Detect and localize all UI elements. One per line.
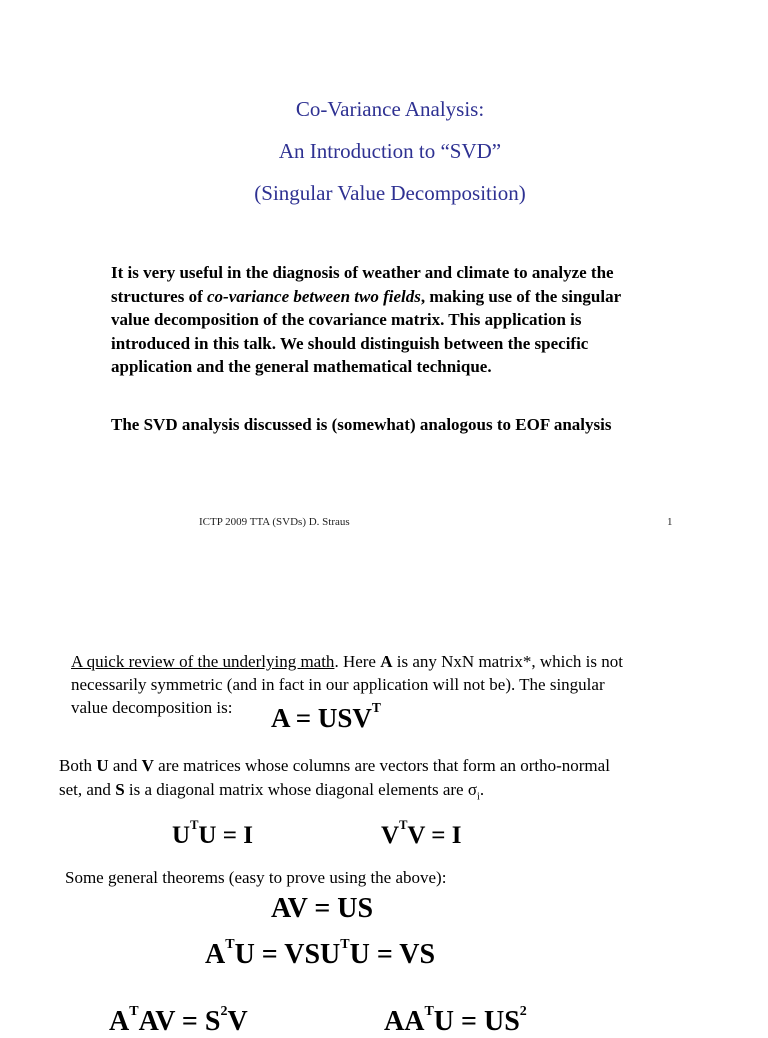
atu-end: U = VS	[349, 939, 436, 970]
review-text-b: is any NxN matrix*, which is not	[392, 652, 623, 671]
svd-eq-main: A = USV	[271, 703, 372, 733]
both-text-2: and	[108, 756, 142, 775]
review-matrix-a: A	[380, 652, 393, 671]
svd-equation	[271, 700, 381, 734]
aat-a: AA	[384, 1006, 425, 1037]
review-line-1	[71, 650, 623, 673]
utu-transpose: T	[190, 818, 199, 833]
footer-credit: ICTP 2009 TTA (SVDs) D. Straus	[199, 516, 350, 528]
aat-transpose: T	[424, 1003, 434, 1019]
utu-equation	[172, 818, 253, 850]
theorems-intro: Some general theorems (easy to prove using the above):	[65, 868, 447, 887]
review-line-2: necessarily symmetric (and in fact in our application will not be). The singular	[71, 675, 605, 694]
atu-equation	[205, 936, 436, 971]
intro-text-2: , making use of the singular value decomposition of the covariance matrix. This application is introduced in this talk. We should distinguish between the specific application and the general mathematical technique.	[111, 286, 621, 376]
intro-paragraph	[111, 261, 656, 379]
footer-page-number: 1	[667, 516, 673, 528]
sigma-subscript: i	[477, 791, 480, 803]
both-end: .	[479, 780, 485, 799]
review-heading: A quick review of the underlying math	[71, 652, 335, 671]
utu-u: U	[172, 822, 191, 849]
av-equation: AV = US	[271, 893, 374, 924]
both-text-3: are matrices whose columns are vectors that form an ortho-normal	[153, 756, 610, 775]
ata-square: 2	[220, 1003, 228, 1019]
both-s: S	[115, 780, 125, 799]
atu-mid: U = VSU	[234, 939, 341, 970]
atu-transpose-1: T	[225, 936, 235, 952]
aat-mid: U = US	[433, 1006, 520, 1037]
ata-equation	[109, 1003, 248, 1038]
atu-a: A	[205, 939, 226, 970]
review-line-3: value decomposition is:	[71, 698, 233, 717]
svd-analogy-paragraph: The SVD analysis discussed is (somewhat) analogous to EOF analysis	[111, 415, 612, 434]
vtv-rest: V = I	[407, 822, 462, 849]
both-u: U	[96, 756, 109, 775]
both-text-5: is a diagonal matrix whose diagonal elements are σ	[124, 780, 478, 799]
review-text-a: . Here	[334, 652, 381, 671]
both-line-1	[59, 754, 610, 777]
title-line-1: Co-Variance Analysis:	[295, 97, 485, 121]
ata-transpose: T	[129, 1003, 139, 1019]
ata-mid: AV = S	[138, 1006, 221, 1037]
both-text-4: set, and	[59, 780, 116, 799]
intro-text-1: It is very useful in the diagnosis of weather and climate to analyze the structures of	[111, 263, 614, 306]
aat-equation	[384, 1003, 527, 1038]
title-line-2: An Introduction to “SVD”	[278, 139, 502, 163]
aat-square: 2	[519, 1003, 527, 1019]
both-v: V	[141, 756, 154, 775]
title-line-3: (Singular Value Decomposition)	[254, 181, 526, 205]
both-text-1: Both	[59, 756, 97, 775]
atu-transpose-2: T	[340, 936, 350, 952]
vtv-equation	[381, 818, 462, 850]
svd-eq-transpose: T	[371, 700, 381, 716]
ata-end: V	[227, 1006, 248, 1037]
vtv-v: V	[381, 822, 400, 849]
both-line-2	[59, 778, 484, 808]
vtv-transpose: T	[399, 818, 408, 833]
intro-emphasis: co-variance between two fields	[207, 286, 421, 306]
ata-a: A	[109, 1006, 130, 1037]
utu-rest: U = I	[198, 822, 253, 849]
